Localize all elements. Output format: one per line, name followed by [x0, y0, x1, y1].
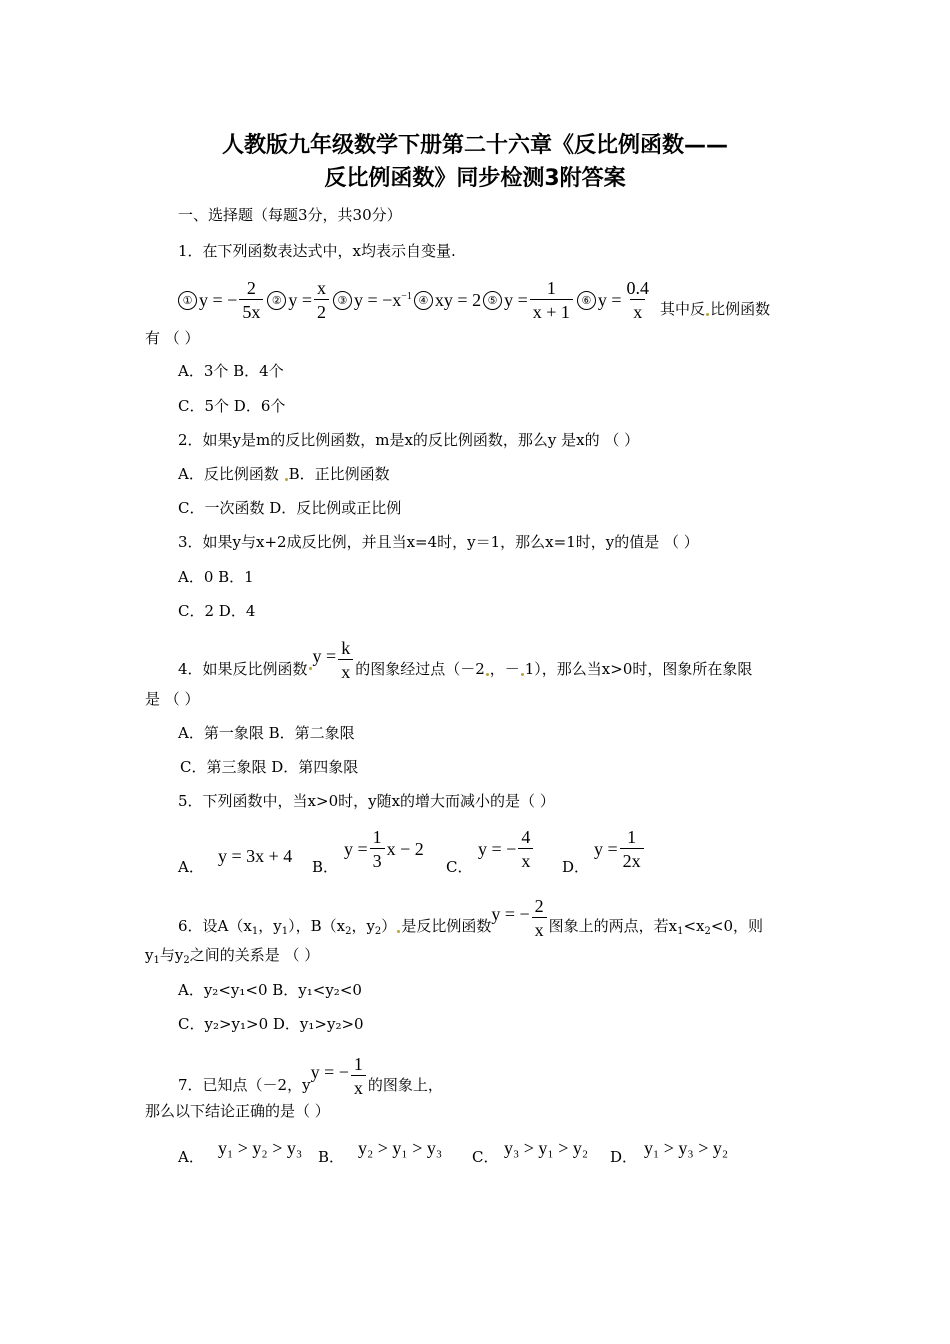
q4-tail: 是 （ ） — [145, 690, 200, 708]
q1-num3: ③ — [333, 291, 352, 310]
q1-f2-fraction: $\frac{x}{2}$ — [314, 277, 329, 324]
q1-tail: 其中反 比例函数 — [660, 299, 771, 318]
q6-fraction: $\frac{2}{x}$ — [532, 895, 547, 942]
q1-num4: ④ — [414, 291, 433, 310]
q1-f2-prefix: y = — [288, 289, 312, 310]
q2-stem: 2．如果y是m的反比例函数，m是x的反比例函数，那么y 是x的 （ ） — [178, 431, 640, 449]
q7-formula-c: y₃ > y₁ > y₂ — [504, 1138, 589, 1158]
q1-num1: ① — [178, 291, 197, 310]
q1-num5: ⑤ — [483, 291, 502, 310]
q5-stem: 5．下列函数中，当x>0时，y随x的增大而减小的是（ ） — [178, 792, 555, 810]
q5-formula-b: y = $\frac{1}{3}$ x − 2 — [344, 827, 424, 871]
page-title-line2: 反比例函数》同步检测3附答案 — [324, 166, 626, 191]
q6-options-cd: C．y₂>y₁>0 D．y₁>y₂>0 — [178, 1015, 364, 1033]
q7-formula-d: y₁ > y₃ > y₂ — [644, 1138, 729, 1158]
q1-f6-prefix: y = — [597, 289, 622, 310]
q1-options-cd: C．5个 D．6个 — [178, 397, 286, 415]
q2-options-ab: A．反比例函数 B．正比例函数 — [178, 465, 390, 483]
q1-f6-fraction: $\frac{0.4}{x}$ — [626, 277, 650, 322]
q5-formula-d: y = $\frac{1}{2x}$ — [594, 826, 646, 873]
q6-line2: $y_1$与$y_2$之间的关系是 （ ） — [145, 946, 320, 966]
q5-options: A． y = 3x + 4 B． y = $\frac{1}{3}$ x − 2 C． y = − $\frac{4}{x}$ D． y = $\frac{1}{2x}$ — [178, 826, 878, 876]
q7-fraction: $\frac{1}{x}$ — [351, 1053, 366, 1100]
q7-stem: 7．已知点（－2，y y = − $\frac{1}{x}$ 的图象上， — [178, 1053, 443, 1098]
q3-stem: 3．如果y与x+2成反比例，并且当x=4时，y＝1，那么x=1时，y的值是 （ ） — [178, 533, 699, 551]
q1-formulas — [176, 274, 770, 326]
q6-stem: 6．设$A(x_1$，$y_1$），$B(x_2$，$y_2$） 是反比例函数 y = − $\frac{2}{x}$ 图象上的两点，若$x_1<x_2<0$，则 — [178, 895, 764, 940]
q7-formula-b: y₂ > y₁ > y₃ — [358, 1138, 443, 1158]
q1-f5-fraction: $\frac{1}{x + 1}$ — [530, 277, 573, 324]
q7-formula-a: y₁ > y₂ > y₃ — [218, 1138, 303, 1158]
q4-stem: 4．如果反比例函数 y = $\frac{k}{x}$ 的图象经过点（－2 ，－ 1），那么当x>0时，图象所在象限 — [178, 637, 753, 682]
q1-f5-prefix: y = — [504, 289, 528, 310]
q6-options-ab: A．y₂<y₁<0 B．y₁<y₂<0 — [178, 981, 362, 999]
q4-fraction: $\frac{k}{x}$ — [338, 637, 353, 684]
q1-options-ab: A．3个 B．4个 — [178, 362, 284, 380]
q1-f4: xy = 2 — [434, 289, 482, 310]
q1-num2: ② — [267, 291, 286, 310]
q4-options-ab: A．第一象限 B．第二象限 — [178, 724, 355, 742]
q7-options: A． y₁ > y₂ > y₃ B． y₂ > y₁ > y₃ C． y₃ > y₁ > y₂ D． y₁ > y₃ > y₂ — [178, 1138, 729, 1166]
page-title-line1: 人教版九年级数学下册第二十六章《反比例函数—— — [221, 133, 728, 158]
q5-formula-c: y = − $\frac{4}{x}$ — [478, 826, 535, 873]
q7-line2: 那么以下结论正确的是（ ） — [145, 1102, 330, 1120]
q5-formula-a: y = 3x + 4 — [218, 846, 293, 866]
section-header: 一、选择题（每题3分，共30分） — [178, 206, 402, 224]
q3-options-ab: A．0 B．1 — [178, 568, 254, 586]
q3-options-cd: C．2 D．4 — [178, 602, 256, 620]
q1-f3: $y = -x^{-1}$ — [353, 289, 412, 310]
q1-stem: 1．在下列函数表达式中，x均表示自变量. — [178, 242, 456, 260]
q1-f1-fraction: $\frac{2}{5x}$ — [239, 277, 263, 324]
q1-f1-prefix: y = − — [199, 289, 238, 310]
q4-options-cd: C．第三象限 D．第四象限 — [180, 758, 359, 776]
q2-options-cd: C．一次函数 D．反比例或正比例 — [178, 499, 402, 517]
q1-num6: ⑥ — [577, 291, 596, 310]
q1-tail2: 有 （ ） — [145, 329, 200, 347]
